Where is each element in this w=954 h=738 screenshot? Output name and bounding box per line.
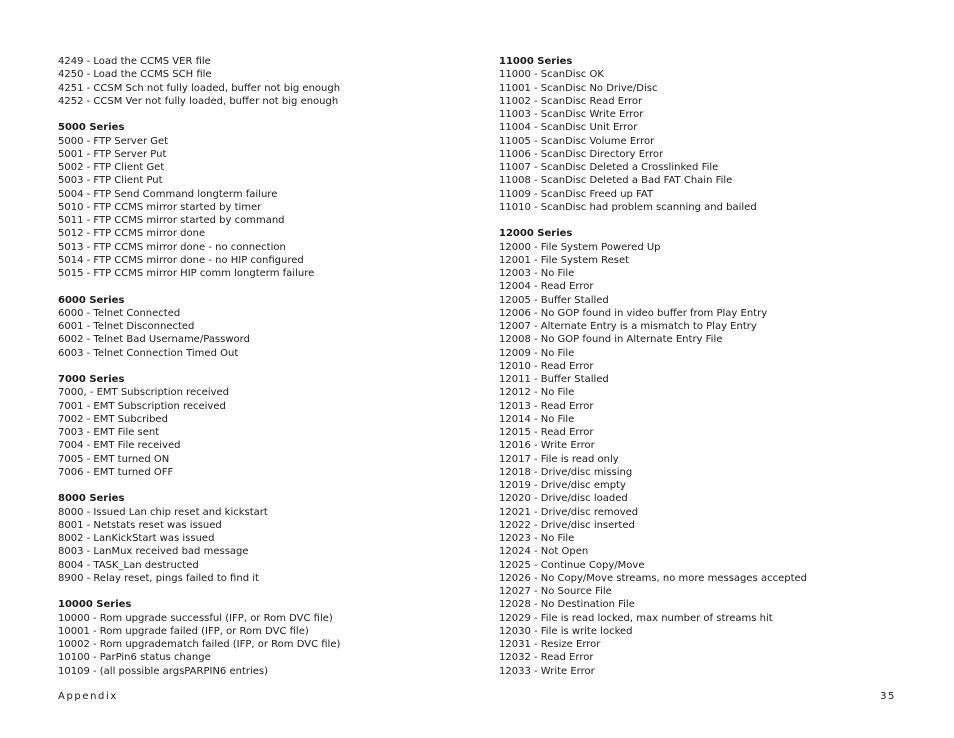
error-code-entry: 12020 - Drive/disc loaded	[499, 493, 628, 505]
error-code-entry: 4252 - CCSM Ver not fully loaded, buffer not big enough	[58, 95, 339, 107]
error-code-entry: 4249 - Load the CCMS VER file	[58, 56, 211, 67]
error-code-entry: 11003 - ScanDisc Write Error	[499, 109, 644, 120]
error-code-entry: 10100 - ParPin6 status change	[58, 652, 211, 664]
error-code-entry: 4250 - Load the CCMS SCH file	[58, 69, 212, 81]
section-heading: 11000 Series	[499, 56, 573, 67]
error-code-entry: 11001 - ScanDisc No Drive/Disc	[499, 82, 658, 94]
error-code-entry: 12018 - Drive/disc missing	[499, 466, 633, 478]
error-code-entry: 11004 - ScanDisc Unit Error	[499, 122, 638, 134]
error-code-entry: 12017 - File is read only	[499, 453, 619, 465]
left-column	[58, 55, 478, 678]
error-code-entry: 12019 - Drive/disc empty	[499, 480, 626, 491]
page-number: 35	[880, 691, 896, 702]
error-code-section	[58, 373, 478, 479]
error-code-entry: 8003 - LanMux received bad message	[58, 546, 249, 558]
error-code-section	[58, 492, 478, 585]
error-code-entry: 5010 - FTP CCMS mirror started by timer	[58, 201, 262, 213]
error-code-entry: 12013 - Read Error	[499, 400, 594, 412]
error-code-entry: 10001 - Rom upgrade failed (IFP, or Rom DVC file)	[58, 625, 309, 637]
section-heading: 10000 Series	[58, 599, 132, 611]
error-code-entry: 7002 - EMT Subcribed	[58, 413, 168, 425]
error-code-entry: 12021 - Drive/disc removed	[499, 506, 639, 518]
error-code-entry: 7000, - EMT Subscription received	[58, 387, 230, 399]
error-code-entry: 11000 - ScanDisc OK	[499, 69, 604, 81]
error-code-entry: 8900 - Relay reset, pings failed to find it	[58, 572, 259, 584]
error-code-entry: 12011 - Buffer Stalled	[499, 374, 609, 385]
section-heading: 8000 Series	[58, 493, 125, 505]
error-code-entry: 5012 - FTP CCMS mirror done	[58, 228, 206, 240]
section-heading: 12000 Series	[499, 228, 573, 240]
error-code-entry: 11006 - ScanDisc Directory Error	[499, 148, 664, 160]
error-code-entry: 11005 - ScanDisc Volume Error	[499, 135, 655, 147]
section-heading: 6000 Series	[58, 294, 125, 306]
error-code-entry: 12012 - No File	[499, 387, 575, 399]
error-code-entry: 4251 - CCSM Sch not fully loaded, buffer not big enough	[58, 82, 341, 94]
error-code-entry: 12004 - Read Error	[499, 281, 594, 293]
error-code-entry: 10000 - Rom upgrade successful (IFP, or Rom DVC file)	[58, 612, 333, 624]
right-column	[499, 55, 919, 678]
error-code-entry: 6000 - Telnet Connected	[58, 307, 181, 319]
error-code-entry: 11008 - ScanDisc Deleted a Bad FAT Chain File	[499, 175, 733, 187]
error-code-entry: 10002 - Rom upgradematch failed (IFP, or Rom DVC file)	[58, 639, 341, 650]
error-code-entry: 12028 - No Destination File	[499, 599, 635, 611]
error-code-entry: 10109 - (all possible argsPARPIN6 entries)	[58, 665, 269, 677]
error-code-entry: 5013 - FTP CCMS mirror done - no connection	[58, 241, 286, 253]
error-code-section	[499, 227, 919, 678]
error-code-entry: 7006 - EMT turned OFF	[58, 466, 174, 478]
error-code-entry: 5014 - FTP CCMS mirror done - no HIP configured	[58, 254, 304, 266]
error-code-entry: 12009 - No File	[499, 347, 575, 359]
error-code-entry: 5011 - FTP CCMS mirror started by command	[58, 215, 285, 226]
error-code-entry: 7004 - EMT File received	[58, 440, 181, 452]
error-code-entry: 11009 - ScanDisc Freed up FAT	[499, 188, 654, 200]
error-code-entry: 12007 - Alternate Entry is a mismatch to Play Entry	[499, 321, 757, 332]
error-code-entry: 5015 - FTP CCMS mirror HIP comm longterm failure	[58, 268, 315, 279]
error-code-entry: 12001 - File System Reset	[499, 254, 630, 266]
footer-section-label: Appendix	[58, 691, 118, 702]
error-code-entry: 5001 - FTP Server Put	[58, 148, 167, 160]
error-code-entry: 12025 - Continue Copy/Move	[499, 559, 645, 571]
error-code-entry: 12031 - Resize Error	[499, 639, 601, 650]
error-code-entry: 11002 - ScanDisc Read Error	[499, 95, 643, 107]
error-code-entry: 7001 - EMT Subscription received	[58, 400, 226, 412]
error-code-entry: 12029 - File is read locked, max number of streams hit	[499, 612, 773, 624]
error-code-entry: 12006 - No GOP found in video buffer from Play Entry	[499, 307, 768, 319]
error-code-entry: 8004 - TASK_Lan destructed	[58, 559, 199, 571]
error-code-entry: 5004 - FTP Send Command longterm failure	[58, 188, 278, 200]
error-code-entry: 12003 - No File	[499, 268, 575, 279]
error-code-entry: 12032 - Read Error	[499, 652, 594, 664]
error-code-entry: 8001 - Netstats reset was issued	[58, 519, 222, 531]
error-code-entry: 12027 - No Source File	[499, 586, 612, 597]
section-heading: 7000 Series	[58, 374, 125, 385]
error-code-entry: 8000 - Issued Lan chip reset and kickstart	[58, 506, 268, 518]
error-code-entry: 12014 - No File	[499, 413, 575, 425]
error-code-entry: 12015 - Read Error	[499, 427, 594, 438]
error-code-section	[58, 598, 478, 678]
error-code-section	[499, 55, 919, 214]
section-heading: 5000 Series	[58, 122, 125, 134]
error-code-entry: 6003 - Telnet Connection Timed Out	[58, 347, 239, 359]
error-code-entry: 12026 - No Copy/Move streams, no more messages accepted	[499, 572, 807, 584]
error-code-entry: 5002 - FTP Client Get	[58, 162, 165, 173]
error-code-entry: 11010 - ScanDisc had problem scanning and bailed	[499, 201, 757, 213]
error-code-entry: 12033 - Write Error	[499, 665, 595, 677]
error-code-entry: 7005 - EMT turned ON	[58, 453, 170, 465]
error-code-entry: 12005 - Buffer Stalled	[499, 294, 609, 306]
error-code-section	[58, 55, 478, 108]
error-code-entry: 12008 - No GOP found in Alternate Entry File	[499, 334, 723, 346]
error-code-section	[58, 121, 478, 280]
error-code-entry: 12010 - Read Error	[499, 360, 594, 372]
error-code-entry: 5003 - FTP Client Put	[58, 175, 163, 187]
error-code-entry: 12000 - File System Powered Up	[499, 241, 661, 253]
error-code-entry: 11007 - ScanDisc Deleted a Crosslinked File	[499, 162, 719, 173]
error-code-entry: 12022 - Drive/disc inserted	[499, 519, 635, 531]
error-code-entry: 12023 - No File	[499, 533, 575, 544]
error-code-entry: 7003 - EMT File sent	[58, 427, 160, 438]
error-code-entry: 5000 - FTP Server Get	[58, 135, 169, 147]
error-code-entry: 12030 - File is write locked	[499, 625, 633, 637]
error-code-entry: 12024 - Not Open	[499, 546, 589, 558]
error-code-section	[58, 294, 478, 360]
error-code-entry: 12016 - Write Error	[499, 440, 595, 452]
error-code-entry: 8002 - LanKickStart was issued	[58, 533, 215, 544]
error-code-entry: 6002 - Telnet Bad Username/Password	[58, 334, 250, 346]
error-code-entry: 6001 - Telnet Disconnected	[58, 321, 195, 332]
